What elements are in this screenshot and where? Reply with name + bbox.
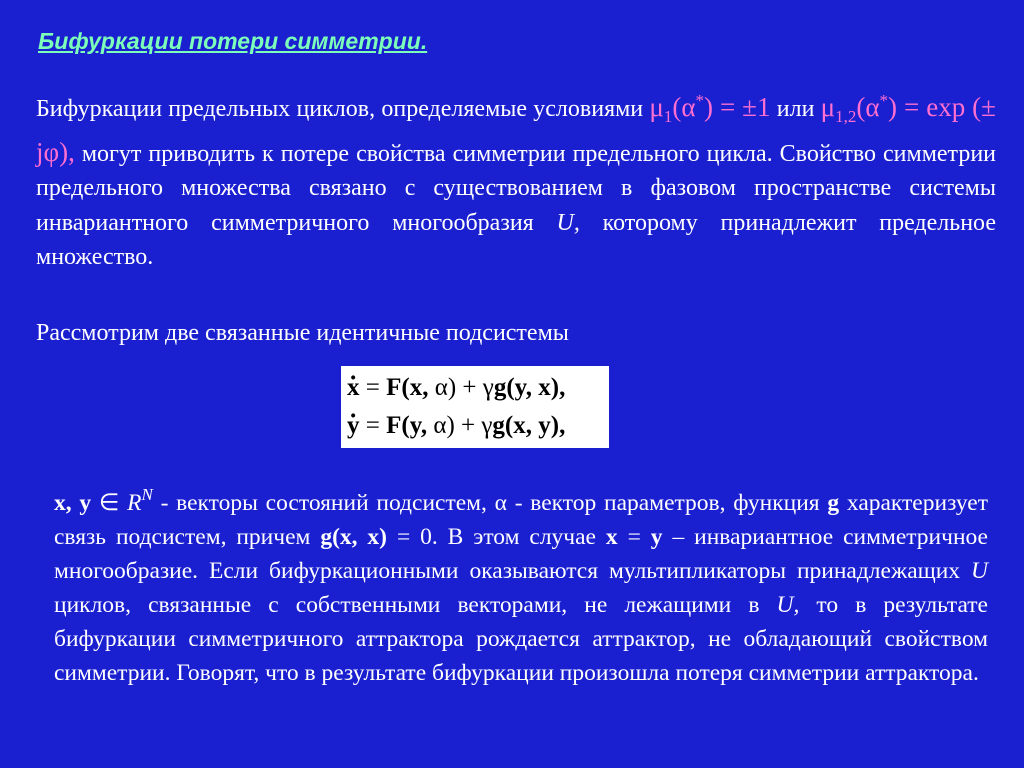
xy: x, y <box>54 490 92 516</box>
part: (α <box>856 92 880 122</box>
symbol-u: U <box>971 558 988 584</box>
part: ) = exp (± jφ), <box>36 92 996 167</box>
in: ∈ <box>91 490 128 516</box>
sup: * <box>695 91 704 110</box>
g: g(y, x), <box>493 374 566 401</box>
rn: R <box>127 490 142 516</box>
mid: ) + γ <box>447 374 494 401</box>
x-dot: x · <box>347 374 360 401</box>
text: Бифуркации предельных циклов, определяемые условиями <box>36 96 650 122</box>
g: g <box>827 490 840 516</box>
text: = 0. В этом случае <box>387 524 606 550</box>
eq: = <box>359 374 387 401</box>
eq: = <box>359 412 387 439</box>
sub: 1 <box>663 107 673 126</box>
text: = <box>617 524 651 550</box>
paragraph-explanation <box>54 478 988 690</box>
text: то в результате бифуркации симметричного аттрактора рождается аттрактор, не обладающий свойством симметрии. Говорят, что в результате бифуркации произошла потеря симметрии аттрактора. <box>54 592 988 686</box>
symbol-u: U, <box>556 209 580 236</box>
sup: * <box>879 91 889 110</box>
paragraph-intro <box>36 84 996 275</box>
equations-box <box>341 366 609 448</box>
text: характеризует связь подсистем, причем <box>54 490 988 550</box>
part: (α <box>672 92 696 122</box>
mu: μ <box>649 92 664 122</box>
equation-line-1 <box>347 369 609 407</box>
symbol-u: U, <box>776 592 800 618</box>
part: ) = ±1 <box>704 92 771 122</box>
mu: μ <box>820 92 836 122</box>
g: g(x, y), <box>492 412 566 439</box>
text: циклов, связанные с собственными векторами, не лежащими в <box>54 592 777 618</box>
text: – инвариантное симметричное многообразие. Если бифуркационными оказываются мультипликаторы принадлежащих <box>54 524 988 584</box>
F: F(x, <box>386 374 429 401</box>
equation-line-2 <box>347 407 609 445</box>
y: y <box>650 524 663 550</box>
text: которому принадлежит предельное множество. <box>36 209 997 271</box>
paragraph-consider: Рассмотрим две связанные идентичные подсистемы <box>36 320 569 346</box>
F: F(y, <box>386 412 428 439</box>
sub: 1,2 <box>835 107 857 126</box>
formula-mu1 <box>649 91 771 126</box>
text: могут приводить к потере свойства симметрии предельного цикла. Свойство симметрии предельного множества связано с существованием в фазовом пространстве системы инвариантного симметричного многообразия <box>36 140 996 236</box>
rn-sup: N <box>141 485 153 504</box>
x: x <box>605 524 618 550</box>
y-dot: y · <box>347 412 360 439</box>
alpha: α <box>427 412 447 439</box>
text: или <box>770 96 821 122</box>
slide-title: Бифуркации потери симметрии. <box>38 28 428 54</box>
gxx: g(x, x) <box>320 524 388 550</box>
alpha: α <box>428 374 448 401</box>
text: - векторы состояний подсистем, α - вектор параметров, функция <box>152 490 828 516</box>
mid: ) + γ <box>446 412 493 439</box>
